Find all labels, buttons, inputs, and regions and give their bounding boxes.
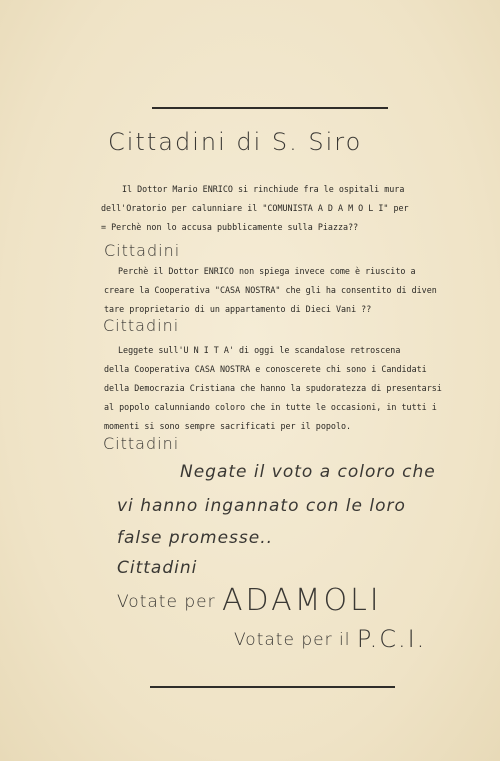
vote-2-party: P.C.I. — [356, 625, 427, 653]
document-title: Cittadini di S. Siro — [108, 128, 363, 156]
heading-cittadini-4: Cittadini — [103, 434, 180, 453]
handwritten-line-1: Negate il voto a coloro che — [180, 462, 436, 482]
vote-2-prefix: Votate per il — [234, 630, 351, 650]
paragraph-3-line-4: al popolo calunniando coloro che in tutte le occasioni, in tutti i — [104, 402, 437, 412]
paragraph-2-line-3: tare proprietario di un appartamento di Dieci Vani ?? — [104, 304, 372, 314]
paragraph-1-line-3: = Perchè non lo accusa pubblicamente sulla Piazza?? — [101, 222, 359, 232]
paragraph-1-line-2: dell'Oratorio per calunniare il "COMUNISTA A D A M O L I" per — [101, 203, 409, 213]
vote-adamoli — [117, 583, 382, 618]
paragraph-3-line-3: della Democrazia Cristiana che hanno la spudoratezza di presentarsi — [104, 383, 442, 393]
paragraph-2-line-2: creare la Cooperativa "CASA NOSTRA" che gli ha consentito di diven — [104, 285, 437, 295]
paragraph-3 — [104, 341, 484, 436]
handwritten-line-4: Cittadini — [117, 558, 198, 578]
paragraph-3-line-5: momenti si sono sempre sacrificati per il popolo. — [104, 421, 352, 431]
paragraph-2 — [104, 262, 484, 319]
heading-cittadini-2: Cittadini — [104, 241, 181, 260]
heading-cittadini-3: Cittadini — [103, 316, 180, 335]
paragraph-3-line-1: Leggete sull'U N I T A' di oggi le scandalose retroscena — [118, 345, 401, 355]
paragraph-1 — [101, 180, 484, 237]
vote-1-name: ADAMOLI — [221, 583, 382, 618]
paragraph-2-line-1: Perchè il Dottor ENRICO non spiega invece come è riuscito a — [118, 266, 416, 276]
paragraph-1-line-1: Il Dottor Mario ENRICO si rinchiude fra le ospitali mura — [122, 184, 405, 194]
vote-1-prefix: Votate per — [117, 592, 216, 612]
handwritten-line-3: false promesse.. — [117, 528, 274, 548]
handwritten-line-2: vi hanno ingannato con le loro — [117, 496, 406, 516]
paragraph-3-line-2: della Cooperativa CASA NOSTRA e conoscerete chi sono i Candidati — [104, 364, 427, 374]
vote-pci — [234, 625, 426, 653]
top-rule — [152, 107, 388, 109]
bottom-rule — [150, 686, 395, 688]
